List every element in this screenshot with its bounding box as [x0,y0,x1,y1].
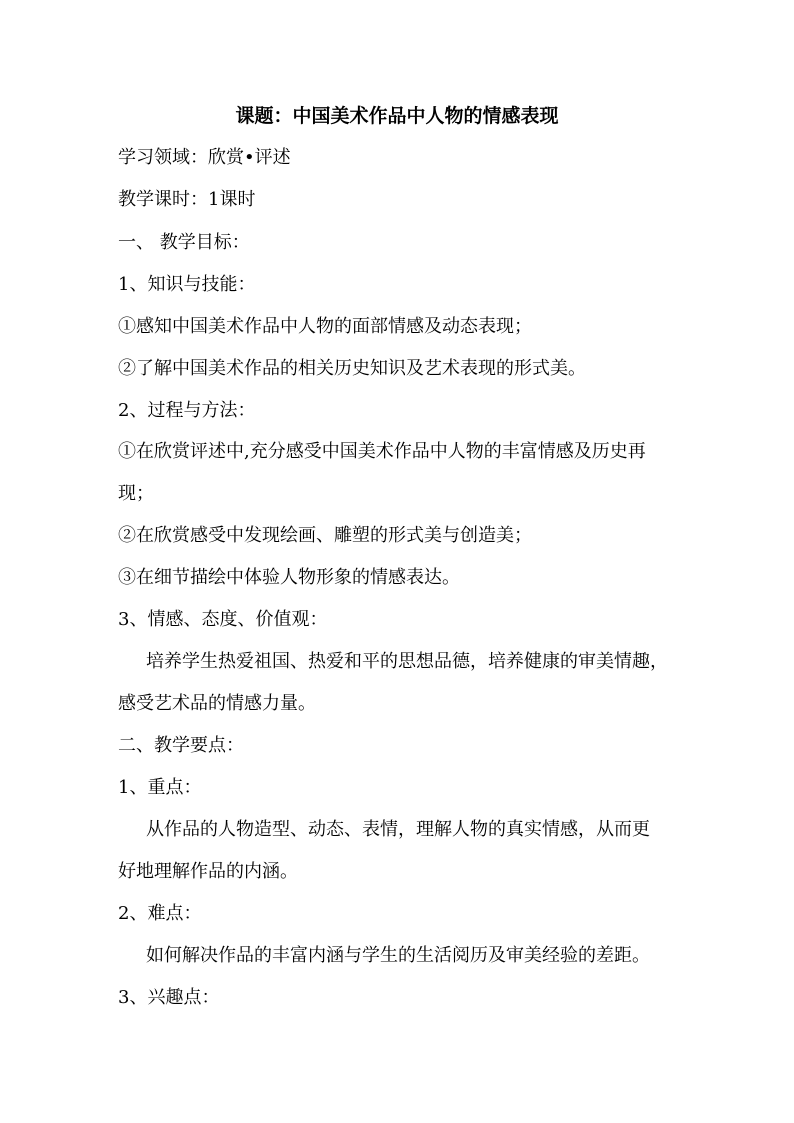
document-title: 课题：中国美术作品中人物的情感表现 [235,105,559,127]
paragraph-line: 好地理解作品的内涵。 [118,861,298,882]
list-item-continuation: 现； [118,483,154,504]
list-item: ②了解中国美术作品的相关历史知识及艺术表现的形式美。 [118,358,586,379]
paragraph-line: 从作品的人物造型、动态、表情，理解人物的真实情感，从而更 [146,819,650,840]
subheading-focus: 1、重点： [118,777,202,798]
subheading-emotion-values: 3、情感、态度、价值观： [118,609,328,630]
subheading-knowledge-skills: 1、知识与技能： [118,274,256,295]
subheading-process-methods: 2、过程与方法： [118,400,256,421]
list-item: ①感知中国美术作品中人物的面部情感及动态表现； [118,316,532,337]
paragraph-line: 培养学生热爱祖国、热爱和平的思想品德，培养健康的审美情趣， [146,651,668,672]
learning-area-line: 学习领域：欣赏•评述 [118,147,291,168]
section-heading-key-points: 二、教学要点： [118,735,244,756]
list-item: ③在细节描绘中体验人物形象的情感表达。 [118,567,460,588]
list-item: ②在欣赏感受中发现绘画、雕塑的形式美与创造美； [118,525,532,546]
class-hours-line: 教学课时：1课时 [118,189,256,210]
list-item: ①在欣赏评述中,充分感受中国美术作品中人物的丰富情感及历史再 [118,441,646,462]
subheading-difficulty: 2、难点： [118,903,202,924]
paragraph-line: 感受艺术品的情感力量。 [118,693,316,714]
subheading-interest-point: 3、兴趣点： [118,987,220,1008]
paragraph-line: 如何解决作品的丰富内涵与学生的生活阅历及审美经验的差距。 [146,945,650,966]
section-heading-objectives: 一、 教学目标： [118,232,250,253]
